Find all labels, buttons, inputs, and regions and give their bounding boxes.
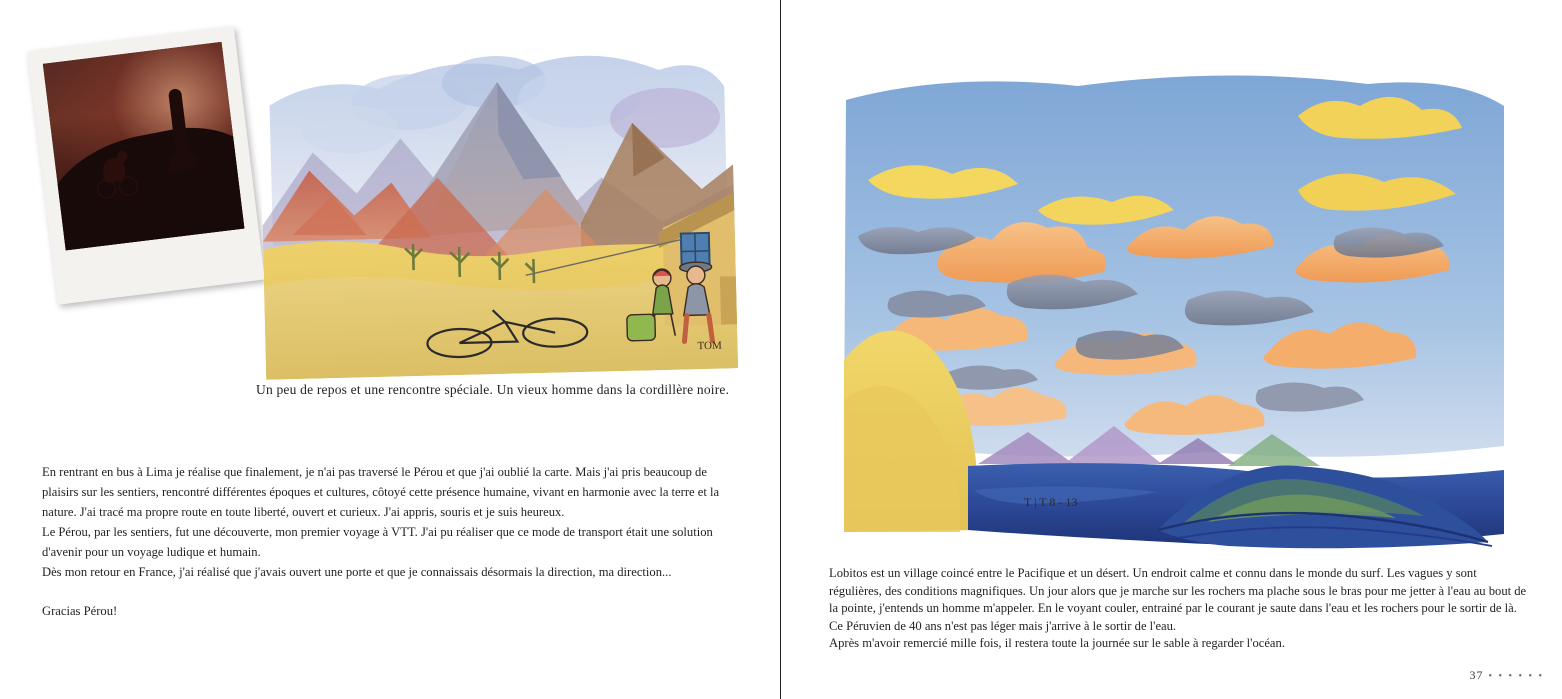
left-paragraph-2: Le Pérou, par les sentiers, fut une découverte, mon premier voyage à VTT. J'ai pu réaliser que ce mode de transport était une solution d'avenir pour un voyage ludique et humain.: [42, 525, 713, 559]
photo-rider-head: [116, 150, 128, 162]
right-paragraph-1: Lobitos est un village coincé entre le Pacifique et un désert. Un endroit calme et connu dans le monde du surf. Les vagues y sont régulières, des conditions magnifiques. Un jour alors que je marche sur les rochers ma plache sous le bras pour me jetter à l'eau au bout de la pointe, j'entends un homme m'appeler. En le voyant couler, entrainé par le courant je saute dans l'eau et les rochers pour le sortir de là. Ce Péruvien de 40 ans n'est pas léger mais j'arrive à le sortir de l'eau.: [829, 566, 1527, 633]
right-illustration-svg: [828, 60, 1518, 550]
backpack: [627, 314, 656, 341]
right-page: [781, 0, 1562, 699]
page-number: 37: [1469, 668, 1484, 682]
left-illustration: [258, 24, 738, 379]
illustration-signature: TOM: [697, 339, 722, 353]
left-illustration-svg: [258, 24, 738, 379]
photo-cyclist-silhouette: [93, 154, 144, 201]
right-illustration-signature: T | T 8 - 13: [1024, 495, 1078, 509]
left-illustration-caption: Un peu de repos et une rencontre spéciale. Un vieux homme dans la cordillère noire.: [256, 382, 730, 397]
left-body-text: [42, 462, 742, 621]
polaroid-photo: [27, 26, 265, 304]
polaroid-image-area: [43, 42, 245, 251]
folio-dots: • • • • • •: [1488, 671, 1544, 682]
right-illustration: [828, 60, 1518, 550]
right-body-text: [829, 565, 1529, 653]
right-paragraph-2: Après m'avoir remercié mille fois, il restera toute la journée sur le sable à regarder l'océan.: [829, 636, 1285, 650]
left-paragraph-1: En rentrant en bus à Lima je réalise que finalement, je n'ai pas traversé le Pérou et que j'ai oublié la carte. Mais j'ai pris beaucoup de plaisirs sur les sentiers, rencontré différentes époques et cultures, côtoyé cette présence humaine, vivant en harmonie avec la terre et la nature. J'ai tracé ma propre route en toute liberté, ouvert et curieux. J'ai appris, souris et je suis heureux.: [42, 465, 720, 519]
left-paragraph-3: Dès mon retour en France, j'ai réalisé que j'avais ouvert une porte et que je connaissais désormais la direction, ma direction...: [42, 565, 672, 579]
page-folio: [1469, 668, 1544, 683]
left-closing-line: Gracias Pérou!: [42, 604, 118, 618]
left-page: [0, 0, 780, 699]
